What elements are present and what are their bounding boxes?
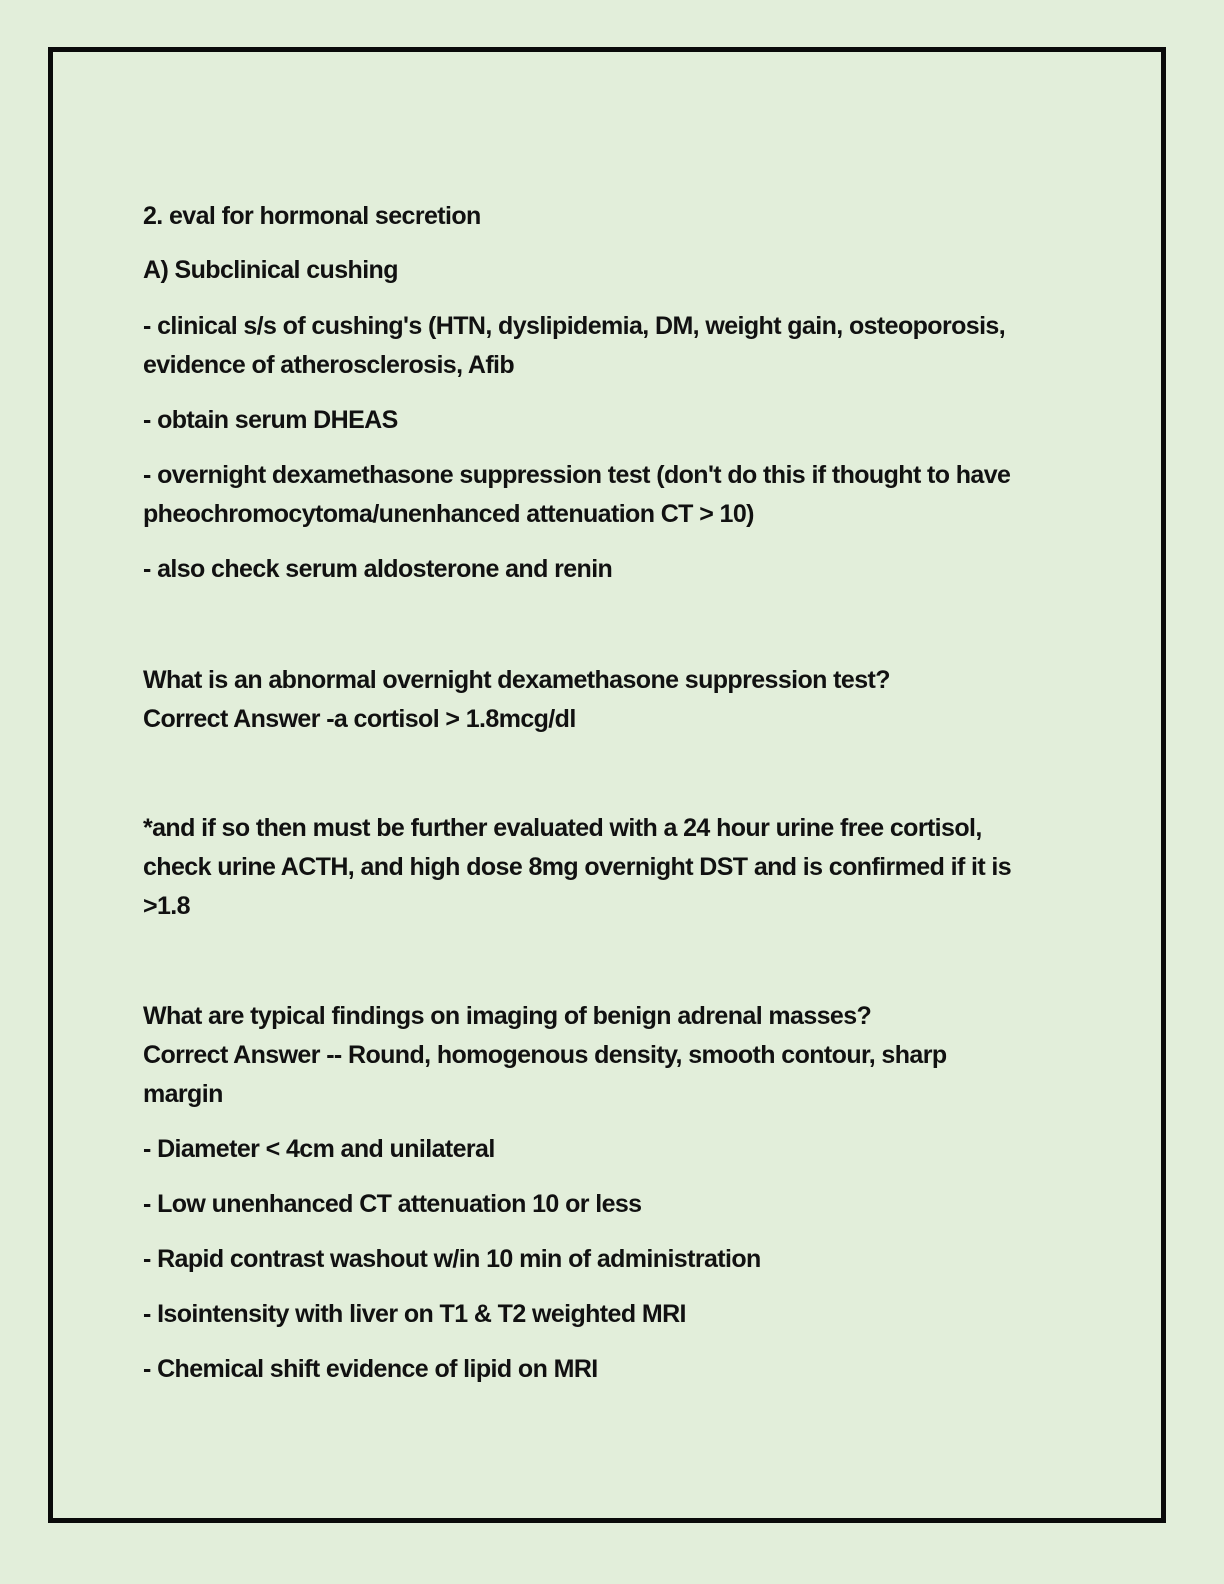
- note-line3: >1.8: [143, 892, 190, 920]
- finding-item: - Chemical shift evidence of lipid on MRI: [143, 1355, 598, 1383]
- note-line1: *and if so then must be further evaluated with a 24 hour urine free cortisol,: [143, 814, 982, 842]
- bullet-dheas: - obtain serum DHEAS: [143, 406, 398, 434]
- answer-benign-adrenal-line2: margin: [143, 1080, 223, 1108]
- subheading-subclinical-cushing: A) Subclinical cushing: [143, 256, 398, 284]
- finding-item: - Isointensity with liver on T1 & T2 weighted MRI: [143, 1300, 686, 1328]
- finding-item: - Diameter < 4cm and unilateral: [143, 1135, 495, 1163]
- note-line2: check urine ACTH, and high dose 8mg overnight DST and is confirmed if it is: [143, 853, 1012, 881]
- bullet-clinical-signs-line2: evidence of atherosclerosis, Afib: [143, 351, 515, 379]
- finding-item: - Rapid contrast washout w/in 10 min of administration: [143, 1245, 761, 1273]
- answer-abnormal-dst: Correct Answer -a cortisol > 1.8mcg/dl: [143, 705, 576, 733]
- question-benign-adrenal: What are typical findings on imaging of benign adrenal masses?: [143, 1002, 872, 1030]
- finding-item: - Low unenhanced CT attenuation 10 or less: [143, 1190, 642, 1218]
- bullet-dst-line2: pheochromocytoma/unenhanced attenuation CT > 10): [143, 500, 754, 528]
- bullet-clinical-signs-line1: - clinical s/s of cushing's (HTN, dyslipidemia, DM, weight gain, osteoporosis,: [143, 312, 1006, 340]
- bullet-dst-line1: - overnight dexamethasone suppression test (don't do this if thought to have: [143, 461, 1011, 489]
- answer-benign-adrenal-line1: Correct Answer -- Round, homogenous density, smooth contour, sharp: [143, 1041, 947, 1069]
- section-heading: 2. eval for hormonal secretion: [143, 202, 481, 230]
- question-abnormal-dst: What is an abnormal overnight dexamethasone suppression test?: [143, 666, 890, 694]
- bullet-aldosterone: - also check serum aldosterone and renin: [143, 555, 613, 583]
